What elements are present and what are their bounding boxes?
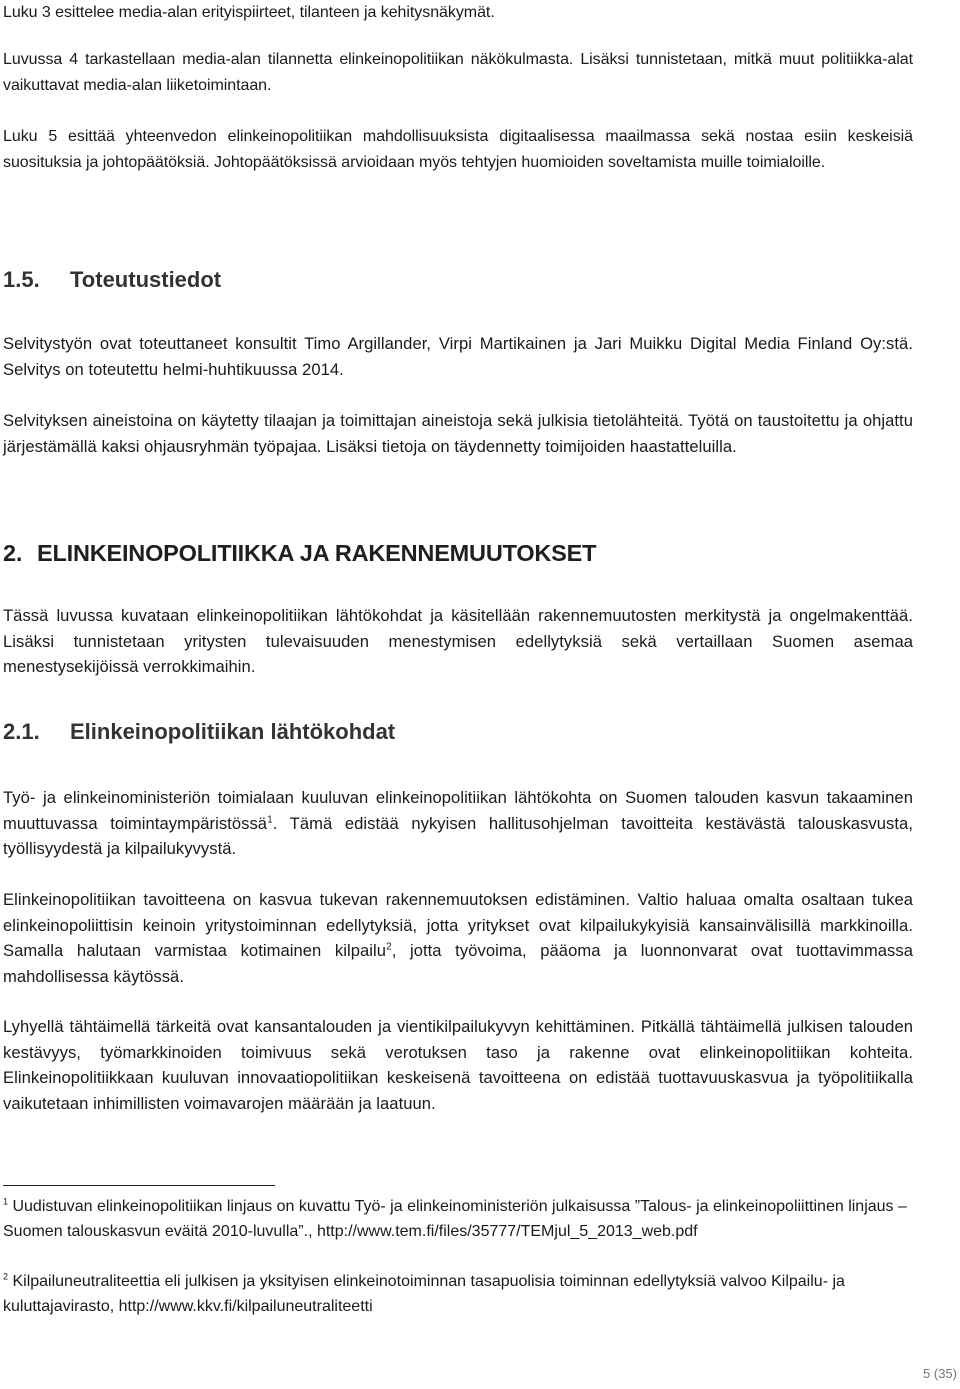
intro-paragraph-3: [3, 124, 913, 175]
footnote-2-mark: 2: [3, 1271, 9, 1282]
section-2-1-paragraph-3: [3, 1014, 913, 1116]
chapter-2-title: ELINKEINOPOLITIIKKA JA RAKENNEMUUTOKSET: [37, 540, 597, 566]
chapter-2-paragraph: [3, 603, 913, 680]
chapter-2-paragraph-text: Tässä luvussa kuvataan elinkeinopolitiikan lähtökohdat ja käsitellään rakennemuutosten merkitystä ja ongelmakenttää. Lisäksi tunnistetaan yritysten tulevaisuuden menestymisen edellytyksiä sekä vertaillaan Suomen asemaa menestysekijöissä verrokkimaihin.: [3, 606, 913, 677]
section-2-1-paragraph-1: [3, 785, 913, 862]
section-2-1-paragraph-1-text: [3, 785, 913, 862]
intro-paragraph-1-text: Luku 3 esittelee media-alan erityispiirteet, tilanteen ja kehitysnäkymät.: [3, 4, 495, 21]
footnote-ref-1[interactable]: 1: [267, 814, 273, 826]
section-2-1-paragraph-2: [3, 887, 913, 989]
section-1-5-paragraph-1-text: Selvitystyön ovat toteuttaneet konsultit Timo Argillander, Virpi Martikainen ja Jari Muikku Digital Media Finland Oy:stä. Selvitys on toteutettu helmi-huhtikuussa 2014.: [3, 334, 913, 379]
chapter-2-heading: [3, 538, 913, 568]
section-2-1-number: 2.1.: [3, 719, 40, 744]
section-1-5-paragraph-2: [3, 408, 913, 459]
intro-paragraph-2: [3, 47, 913, 98]
section-2-1-paragraph-3-text: Lyhyellä tähtäimellä tärkeitä ovat kansantalouden ja vientikilpailukyvyn kehittäminen. Pitkällä tähtäimellä julkisen talouden kestävyys, työmarkkinoiden toimivuus sekä verotuksen taso ja rakenne ovat elinkeinopolitiikan kohteita. Elinkeinopolitiikkaan kuuluvan innovaatiopolitiikan keskeisenä tavoitteena on edistää tuottavuuskasvua ja työpolitiikalla vaikutetaan inhimillisten voimavarojen määrään ja laatuun.: [3, 1017, 913, 1113]
section-1-5-title: Toteutustiedot: [70, 267, 222, 292]
section-1-5-paragraph-1: [3, 331, 913, 382]
intro-paragraph-1: [3, 0, 913, 26]
footnote-2-text: Kilpailuneutraliteettia eli julkisen ja yksityisen elinkeinotoiminnan tasapuolisia toiminnan edellytyksiä valvoo Kilpailu- ja kuluttajavirasto, http://www.kkv.fi/kilpailuneutraliteetti: [3, 1273, 845, 1315]
footnote-1: [3, 1194, 908, 1244]
paragraph-text: , jotta työvoima, pääoma ja luonnonvarat ovat tuottavimmassa mahdollisessa käytössä.: [3, 941, 913, 986]
footnote-2: [3, 1269, 908, 1319]
paragraph-text: Elinkeinopolitiikan tavoitteena on kasvua tukevan rakennemuutoksen edistäminen. Valtio haluaa omalta osaltaan tukea elinkeinopoliittisin keinoin yritystoiminnan edellytyksiä, jotta yritykset ovat kilpailukykyisiä kansainvälisillä markkinoilla. Samalla halutaan varmistaa kotimainen kilpailu: [3, 890, 913, 961]
intro-paragraph-3-text: Luku 5 esittää yhteenvedon elinkeinopolitiikan mahdollisuuksista digitaalisessa maailmassa sekä nostaa esiin keskeisiä suosituksia ja johtopäätöksiä. Johtopäätöksissä arvioidaan myös tehtyjen huomioiden soveltamista muille toimialoille.: [3, 128, 913, 171]
paragraph-text: . Tämä edistää nykyisen hallitusohjelman tavoitteita kestävästä talouskasvusta, työllisyydestä ja kilpailukyvystä.: [3, 813, 913, 859]
section-1-5-number: 1.5.: [3, 267, 40, 292]
paragraph-text: Työ- ja elinkeinoministeriön toimialaan kuuluvan elinkeinopolitiikan lähtökohta on Suomen talouden kasvun takaaminen muuttuvassa toimintaympäristössä: [3, 788, 913, 833]
page-number: 5 (35): [923, 1366, 957, 1381]
footnote-divider: [3, 1185, 275, 1186]
chapter-2-number: 2.: [3, 540, 23, 566]
section-2-1-paragraph-2-text: [3, 887, 913, 989]
section-1-5-heading: [3, 266, 913, 294]
footnote-ref-2[interactable]: 2: [386, 941, 392, 953]
intro-paragraph-2-text: Luvussa 4 tarkastellaan media-alan tilannetta elinkeinopolitiikan näkökulmasta. Lisäksi tunnistetaan, mitkä muut politiikka-alat vaikuttavat media-alan liiketoimintaan.: [3, 51, 913, 94]
section-2-1-heading: [3, 718, 913, 746]
section-2-1-title: Elinkeinopolitiikan lähtökohdat: [70, 719, 396, 744]
footnote-1-text: Uudistuvan elinkeinopolitiikan linjaus on kuvattu Työ- ja elinkeinoministeriön julkaisussa ”Talous- ja elinkeinopoliittinen linjaus – Suomen talouskasvun eväitä 2010-luvulla”., http://www.tem.fi/files/35777/TEMjul_5_2013_web.pdf: [3, 1198, 907, 1240]
section-1-5-paragraph-2-text: Selvityksen aineistoina on käytetty tilaajan ja toimittajan aineistoja sekä julkisia tietolähteitä. Työtä on taustoitettu ja ohjattu järjestämällä kaksi ohjausryhmän työpajaa. Lisäksi tietoja on täydennetty toimijoiden haastatteluilla.: [3, 411, 913, 456]
footnote-1-mark: 1: [3, 1196, 9, 1207]
